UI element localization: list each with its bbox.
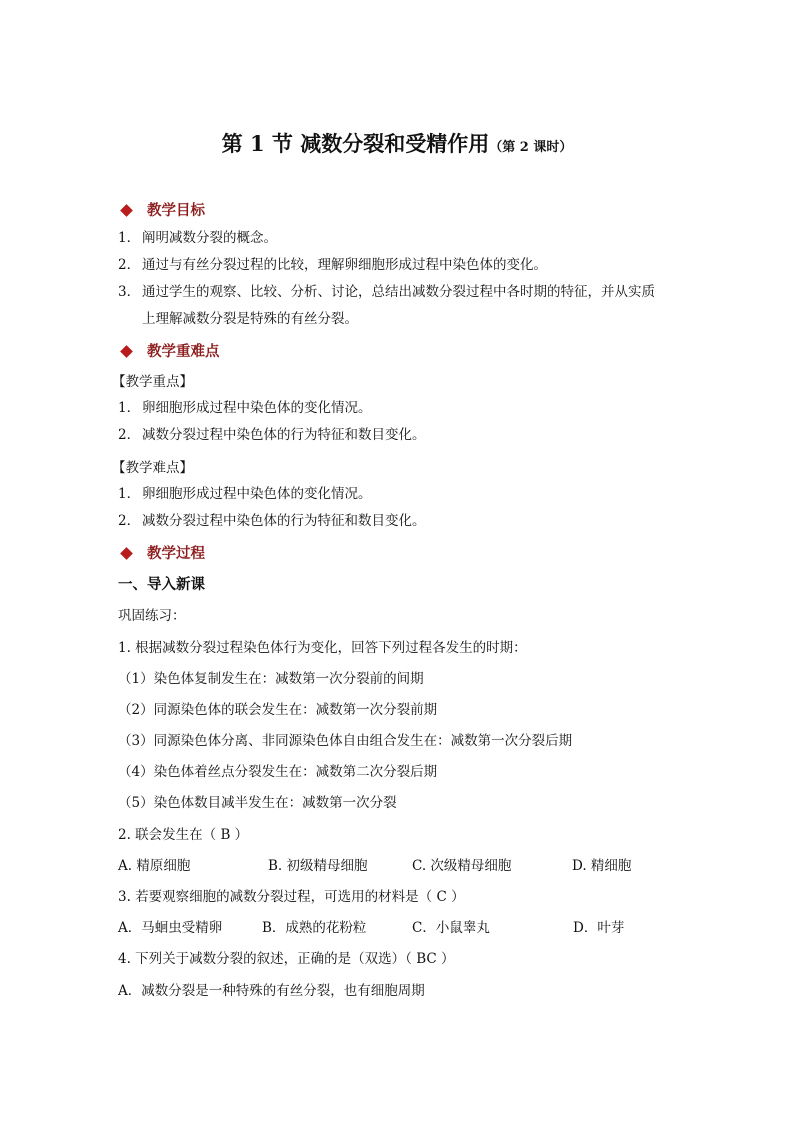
list-item: 1． 阐明减数分裂的概念。 <box>118 230 277 246</box>
answer-line: （3）同源染色体分离、非同源染色体自由组合发生在：减数第一次分裂后期 <box>118 733 573 749</box>
answer-line: （1）染色体复制发生在：减数第一次分裂前的间期 <box>118 671 424 687</box>
title-sub: （第 2 课时） <box>489 140 573 155</box>
list-item: 1． 卵细胞形成过程中染色体的变化情况。 <box>118 486 372 502</box>
option: B．成熟的花粉粒 <box>262 920 367 936</box>
diamond-bullet-icon <box>120 345 133 358</box>
list-item: 3． 通过学生的观察、比较、分析、讨论，总结出减数分裂过程中各时期的特征，并从实质 <box>118 284 655 300</box>
question-stem: 3. 若要观察细胞的减数分裂过程，可选用的材料是（ C ） <box>118 889 465 905</box>
section-title: 教学过程 <box>147 545 205 562</box>
list-item-continuation: 上理解减数分裂是特殊的有丝分裂。 <box>142 311 358 327</box>
section-title: 教学重难点 <box>147 343 220 360</box>
list-item: 1． 卵细胞形成过程中染色体的变化情况。 <box>118 400 372 416</box>
part-heading: 一、导入新课 <box>118 576 205 593</box>
option: D. 精细胞 <box>572 858 632 874</box>
section-heading-goals <box>118 200 205 222</box>
list-item: 2． 减数分裂过程中染色体的行为特征和数目变化。 <box>118 513 426 529</box>
review-label: 巩固练习： <box>118 608 186 624</box>
page-title <box>0 128 794 164</box>
answer-line: （2）同源染色体的联会发生在：减数第一次分裂前期 <box>118 702 438 718</box>
section-heading-difficulty <box>118 341 220 363</box>
answer-line: （5）染色体数目减半发生在：减数第一次分裂 <box>118 795 397 811</box>
option: A. 精原细胞 <box>118 858 191 874</box>
option: A．减数分裂是一种特殊的有丝分裂，也有细胞周期 <box>118 983 425 999</box>
option: C．小鼠睾丸 <box>412 920 490 936</box>
hard-points-label: 【教学难点】 <box>112 460 193 476</box>
answer-line: （4）染色体着丝点分裂发生在：减数第二次分裂后期 <box>118 764 438 780</box>
option: A．马蛔虫受精卵 <box>118 920 223 936</box>
question-stem: 4. 下列关于减数分裂的叙述，正确的是（双选）（ BC ） <box>118 951 455 967</box>
diamond-bullet-icon <box>120 547 133 560</box>
section-title: 教学目标 <box>147 202 205 219</box>
title-main: 第 1 节 减数分裂和受精作用 <box>221 131 490 156</box>
list-item: 2． 通过与有丝分裂过程的比较，理解卵细胞形成过程中染色体的变化。 <box>118 257 547 273</box>
list-item: 2． 减数分裂过程中染色体的行为特征和数目变化。 <box>118 427 426 443</box>
section-heading-process <box>118 543 205 565</box>
option: C. 次级精母细胞 <box>412 858 512 874</box>
key-points-label: 【教学重点】 <box>112 374 193 390</box>
option: D．叶芽 <box>573 920 625 936</box>
question-stem: 1. 根据减数分裂过程染色体行为变化，回答下列过程各发生的时期： <box>118 640 527 656</box>
diamond-bullet-icon <box>120 204 133 217</box>
option: B. 初级精母细胞 <box>268 858 368 874</box>
question-stem: 2. 联会发生在（ B ） <box>118 827 249 843</box>
